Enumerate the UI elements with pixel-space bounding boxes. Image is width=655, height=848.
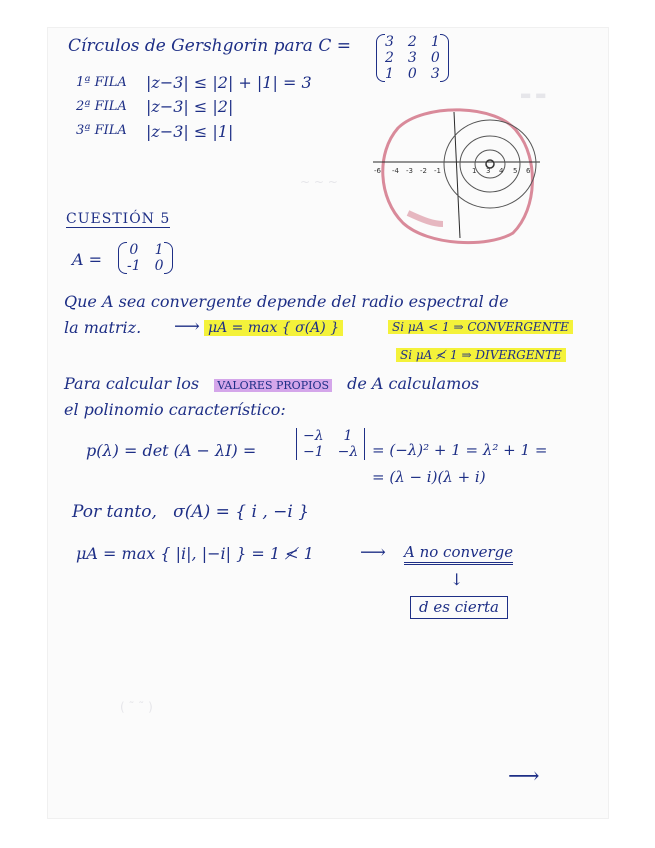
arrow: ⟶: [360, 542, 386, 563]
gershgorin-diagram: [368, 98, 548, 248]
matrix-a-label: A =: [72, 250, 103, 269]
tick-label: 1: [472, 167, 477, 175]
matrix-cell: −1: [303, 444, 324, 460]
row-expression: |z−3| ≤ |2|: [146, 97, 234, 116]
matrix-bracket-right: [440, 34, 449, 82]
circle-radius-3: [444, 120, 536, 208]
spectral-radius-formula: μA = max { σ(A) }: [204, 320, 343, 336]
matrix-bracket-left: [376, 34, 385, 82]
tick-label: 4: [499, 167, 504, 175]
arrow: ⟶: [174, 316, 200, 337]
tick-label: -6: [374, 167, 381, 175]
text-fragment: Para calcular los: [64, 374, 200, 393]
det-matrix-table: [296, 428, 365, 460]
section-heading: CUESTIÓN 5: [66, 211, 171, 227]
tick-label: -2: [420, 167, 427, 175]
tick-label: 6: [526, 167, 531, 175]
matrix-cell: −λ: [303, 428, 324, 444]
divergent-condition: Si μA ≮ 1 ⇒ DIVERGENTE: [396, 348, 566, 362]
matrix-cell: 3: [430, 66, 440, 82]
answer-box: d es cierta: [410, 596, 508, 619]
text-line: la matriz.: [64, 318, 142, 337]
tick-label: 5: [513, 167, 518, 175]
matrix-bracket-left: [118, 242, 127, 274]
tick-label: -4: [392, 167, 399, 175]
matrix-cell: 0: [129, 242, 139, 258]
bleed-through-mark: ( ˜ ˜ ): [120, 700, 153, 714]
matrix-row: [378, 50, 447, 66]
matrix-cell: 0: [430, 50, 440, 66]
bleed-through-mark: ~ ~ ~: [300, 175, 338, 189]
tick-label: 3: [486, 167, 491, 175]
matrix-cell: 1: [154, 242, 164, 258]
matrix-cell: 0: [407, 66, 417, 82]
matrix-row: [378, 34, 447, 50]
convergent-condition: Si μA < 1 ⇒ CONVERGENTE: [388, 320, 573, 334]
tick-label: -3: [406, 167, 413, 175]
matrix-cell: 3: [407, 50, 417, 66]
polynomial-rhs: = (−λ)² + 1 = λ² + 1 =: [372, 441, 548, 459]
text-fragment: de A calculamos: [347, 374, 480, 393]
matrix-row: [120, 242, 171, 258]
text-line: Que A sea convergente depende del radio espectral de: [64, 292, 509, 311]
eigenvalues-highlight: VALORES PROPIOS: [214, 379, 332, 392]
matrix-c-table: [378, 34, 447, 82]
matrix-row: [378, 66, 447, 82]
text-line: el polinomio característico:: [64, 400, 286, 419]
spectral-radius-result: μA = max { |i|, |−i| } = 1 ≮ 1: [76, 544, 314, 563]
matrix-cell: 2: [385, 50, 394, 66]
red-scribble: [408, 213, 443, 224]
matrix-row: [296, 428, 365, 444]
tick-label: -1: [434, 167, 441, 175]
matrix-cell: 1: [343, 428, 353, 444]
matrix-cell: 1: [385, 66, 394, 82]
spectrum-line: Por tanto, σ(A) = { i , −i }: [72, 502, 310, 522]
row-label: 3ª FILA: [76, 123, 127, 138]
matrix-a-table: [120, 242, 171, 274]
outer-red-circle: [383, 110, 533, 243]
row-expression: |z−3| ≤ |2| + |1| = 3: [146, 73, 312, 92]
conclusion: A no converge: [404, 545, 513, 565]
matrix-row: [120, 258, 171, 274]
bottom-arrow: ⟶: [508, 764, 540, 789]
matrix-bracket-right: [164, 242, 173, 274]
matrix-cell: 0: [154, 258, 164, 274]
bleed-through-mark: ▬ ▬: [520, 88, 547, 102]
det-matrix: [296, 428, 365, 460]
matrix-c: [378, 34, 447, 82]
matrix-cell: 1: [430, 34, 440, 50]
down-arrow: ↓: [450, 570, 464, 589]
polynomial-factored: = (λ − i)(λ + i): [372, 468, 486, 486]
circle-radius-2: [460, 136, 520, 192]
polynomial-lhs: p(λ) = det (A − λI) =: [86, 441, 257, 460]
matrix-cell: 2: [407, 34, 417, 50]
matrix-a: [120, 242, 171, 274]
matrix-cell: 3: [385, 34, 394, 50]
matrix-cell: −λ: [337, 444, 359, 460]
det-bar-left: [296, 428, 297, 460]
text-line: [64, 376, 479, 392]
row-label: 1ª FILA: [76, 75, 127, 90]
det-bar-right: [364, 428, 365, 460]
row-expression: |z−3| ≤ |1|: [146, 122, 234, 141]
axis-tick-labels: [374, 167, 531, 175]
row-label: 2ª FILA: [76, 99, 127, 114]
gershgorin-title: Círculos de Gershgorin para C =: [68, 36, 351, 56]
matrix-row: [296, 444, 365, 460]
matrix-cell: -1: [127, 258, 141, 274]
